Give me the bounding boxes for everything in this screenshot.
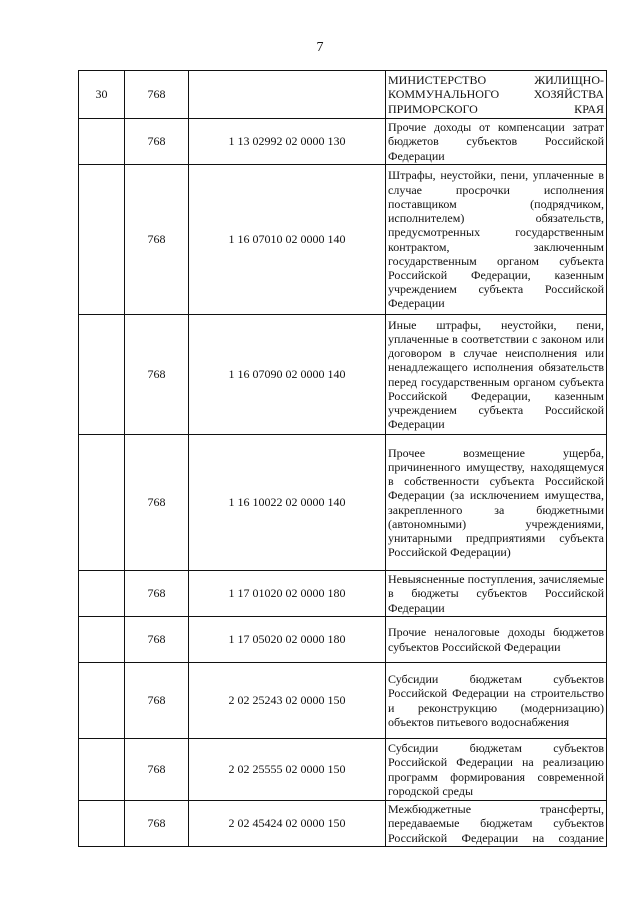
admin-code: 768 [125, 663, 189, 739]
revenue-name: Межбюджетные трансферты, передаваемые бюджетам субъектов Российской Федерации на создание [386, 801, 607, 847]
admin-code: 768 [125, 435, 189, 571]
admin-code: 768 [125, 71, 189, 119]
row-number [79, 801, 125, 847]
row-number: 30 [79, 71, 125, 119]
table-row [79, 571, 607, 617]
revenue-code: 2 02 45424 02 0000 150 [189, 801, 386, 847]
table-row [79, 435, 607, 571]
revenue-code: 1 17 01020 02 0000 180 [189, 571, 386, 617]
revenue-name: Иные штрафы, неустойки, пени, уплаченные в соответствии с законом или договором в случае неисполнения или ненадлежащего исполнения обязательств перед государственным органом субъекта Российской Федерации, казенным учреждением субъекта Российской Федерации [386, 315, 607, 435]
revenue-name: Невыясненные поступления, зачисляемые в бюджеты субъектов Российской Федерации [386, 571, 607, 617]
row-number [79, 315, 125, 435]
admin-code: 768 [125, 801, 189, 847]
admin-code: 768 [125, 119, 189, 165]
row-number [79, 165, 125, 315]
row-number [79, 119, 125, 165]
table-row [79, 663, 607, 739]
revenue-name: Штрафы, неустойки, пени, уплаченные в случае просрочки исполнения поставщиком (подрядчиком, исполнителем) обязательств, предусмотренных государственным контрактом, заключенным государственным органом субъекта Российской Федерации, казенным учреждением субъекта Российской Федерации [386, 165, 607, 315]
row-number [79, 571, 125, 617]
revenue-code: 1 16 07090 02 0000 140 [189, 315, 386, 435]
table-row [79, 71, 607, 119]
revenue-code: 1 16 10022 02 0000 140 [189, 435, 386, 571]
revenue-name: Прочее возмещение ущерба, причиненного имуществу, находящемуся в собственности субъекта Российской Федерации (за исключением имущества, закрепленного за бюджетными (автономными) учреждениями, унитарными предприятиями субъекта Российской Федерации) [386, 435, 607, 571]
page-number: 7 [316, 40, 324, 55]
revenue-codes-table [78, 70, 607, 847]
table-row [79, 801, 607, 847]
admin-code: 768 [125, 315, 189, 435]
admin-code: 768 [125, 165, 189, 315]
revenue-code: 1 17 05020 02 0000 180 [189, 617, 386, 663]
revenue-code: 2 02 25555 02 0000 150 [189, 739, 386, 801]
revenue-name: Субсидии бюджетам субъектов Российской Федерации на строительство и реконструкцию (модернизацию) объектов питьевого водоснабжения [386, 663, 607, 739]
revenue-code: 1 13 02992 02 0000 130 [189, 119, 386, 165]
table-row [79, 165, 607, 315]
revenue-code [189, 71, 386, 119]
table-row [79, 617, 607, 663]
revenue-name: Субсидии бюджетам субъектов Российской Федерации на реализацию программ формирования современной городской среды [386, 739, 607, 801]
table-row [79, 739, 607, 801]
revenue-name: Прочие доходы от компенсации затрат бюджетов субъектов Российской Федерации [386, 119, 607, 165]
row-number [79, 739, 125, 801]
revenue-code: 1 16 07010 02 0000 140 [189, 165, 386, 315]
admin-code: 768 [125, 739, 189, 801]
revenue-code: 2 02 25243 02 0000 150 [189, 663, 386, 739]
table-row [79, 119, 607, 165]
row-number [79, 435, 125, 571]
row-number [79, 663, 125, 739]
revenue-name: МИНИСТЕРСТВО ЖИЛИЩНО-КОММУНАЛЬНОГО ХОЗЯЙСТВА ПРИМОРСКОГО КРАЯ [386, 71, 607, 119]
admin-code: 768 [125, 571, 189, 617]
admin-code: 768 [125, 617, 189, 663]
row-number [79, 617, 125, 663]
table-row [79, 315, 607, 435]
revenue-name: Прочие неналоговые доходы бюджетов субъектов Российской Федерации [386, 617, 607, 663]
